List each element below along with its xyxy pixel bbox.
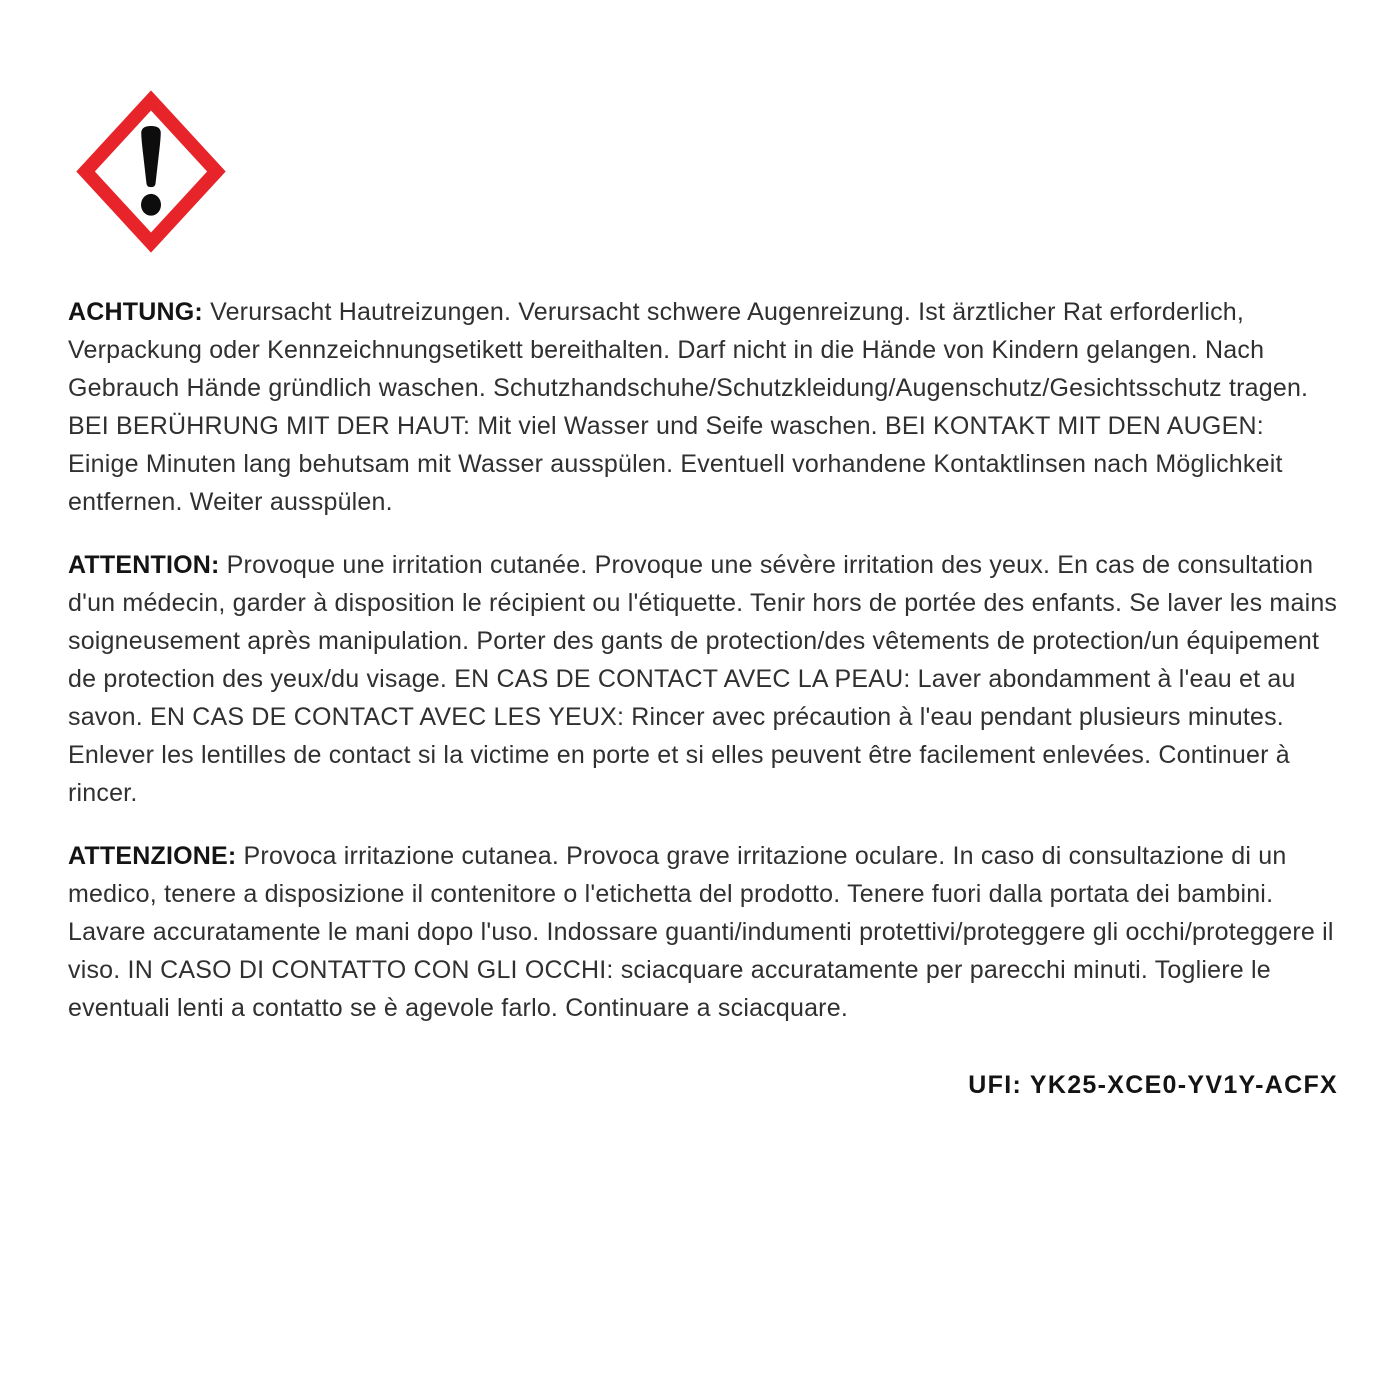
exclamation-dot [141,194,161,216]
ghs07-exclamation-warning-icon [76,90,226,253]
ufi-line [68,1071,1338,1100]
statement-text-french: Provoque une irritation cutanée. Provoque une sévère irritation des yeux. En cas de consultation d'un médecin, garder à disposition le récipient ou l'étiquette. Tenir hors de portée des enfants. Se laver les mains soigneusement après manipulation. Porter des gants de protection/des vêtements de protection/un équipement de protection des yeux/du visage. EN CAS DE CONTACT AVEC LA PEAU: Laver abondamment à l'eau et au savon. EN CAS DE CONTACT AVEC LES YEUX: Rincer avec précaution à l'eau pendant plusieurs minutes. Enlever les lentilles de contact si la victime en porte et si elles peuvent être facilement enlevées. Continuer à rincer. [68,551,1338,807]
signal-word-german: ACHTUNG: [68,298,203,326]
signal-word-french: ATTENTION: [68,551,220,579]
hazard-statement-german [68,293,1338,521]
ufi-label: UFI: [968,1071,1023,1099]
statement-text-italian: Provoca irritazione cutanea. Provoca grave irritazione oculare. In caso di consultazione di un medico, tenere a disposizione il contenitore o l'etichetta del prodotto. Tenere fuori dalla portata dei bambini. Lavare accuratamente le mani dopo l'uso. Indossare guanti/indumenti protettivi/proteggere gli occhi/proteggere il viso. IN CASO DI CONTATTO CON GLI OCCHI: sciacquare accuratamente per parecchi minuti. Togliere le eventuali lenti a contatto se è agevole farlo. Continuare a sciacquare. [68,842,1334,1022]
ufi-code: YK25-XCE0-YV1Y-ACFX [1029,1071,1338,1099]
hazard-statements [68,293,1338,1027]
hazard-statement-french [68,546,1338,812]
hazard-statement-italian [68,837,1338,1027]
signal-word-italian: ATTENZIONE: [68,842,237,870]
statement-text-german: Verursacht Hautreizungen. Verursacht schwere Augenreizung. Ist ärztlicher Rat erforderlich, Verpackung oder Kennzeichnungsetikett bereithalten. Darf nicht in die Hände von Kindern gelangen. Nach Gebrauch Hände gründlich waschen. Schutzhandschuhe/Schutzkleidung/Augenschutz/Gesichtsschutz tragen. BEI BERÜHRUNG MIT DER HAUT: Mit viel Wasser und Seife waschen. BEI KONTAKT MIT DEN AUGEN: Einige Minuten lang behutsam mit Wasser ausspülen. Eventuell vorhandene Kontaktlinsen nach Möglichkeit entfernen. Weiter ausspülen. [68,298,1309,516]
